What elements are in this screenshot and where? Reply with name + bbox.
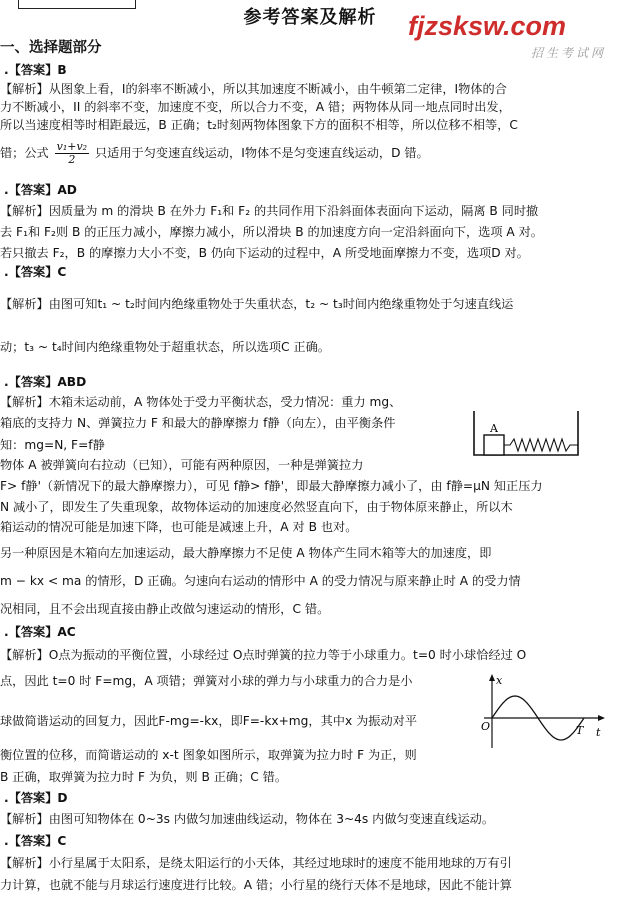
axis-label-t: t [596,726,601,739]
logo-subtext: 招生考试网 [530,46,606,60]
q4-line: 另一种原因是木箱向左加速运动，最大静摩擦力不足使 A 物体产生同木箱等大的加速度，即 [0,546,492,560]
q7-line: 力计算，也就不能与月球运行速度进行比较。A 错；小行星的绕行天体不是地球，因此不能计算 [0,878,512,892]
q2-answer: .【答案】AD [4,183,77,197]
q4-line: 况相同，且不会出现直接由静止改做匀速运动的情形，C 错。 [0,602,330,616]
q1-formula-line [0,141,614,166]
q4-line: 箱底的支持力 N、弹簧拉力 F 和最大的静摩擦力 f静（向左），由平衡条件 [0,416,396,430]
q5-line: 点，因此 t=0 时 F=mg，A 项错；弹簧对小球的弹力与小球重力的合力是小 [0,674,413,688]
q5-line: B 正确，取弹簧为拉力时 F 为负，则 B 正确；C 错。 [0,770,288,784]
q3-line: 动；t₃ ~ t₄时间内绝缘重物处于超重状态，所以选项C 正确。 [0,340,330,354]
spring [504,439,578,451]
q3-line: 【解析】由图可知t₁ ~ t₂时间内绝缘重物处于失重状态，t₂ ~ t₃时间内绝缘重物处于匀速直线运 [0,297,514,311]
period-label: T [576,724,584,737]
q5-line: 衡位置的位移，而简谐运动的 x-t 图象如图所示，取弹簧为拉力时 F 为正，则 [0,748,417,762]
q6-answer: .【答案】D [4,791,68,805]
q1-line: 【解析】从图象上看，I的斜率不断减小，所以其加速度不断减小，由牛顿第二定律，I物体的合 [0,82,507,96]
q7-answer: .【答案】C [4,834,67,848]
q4-line: 【解析】木箱未运动前，A 物体处于受力平衡状态，受力情况：重力 mg、 [0,395,402,409]
xt-graph-figure [478,672,610,752]
q4-line: m − kx < ma 的情形，D 正确。匀速向右运动的情形中 A 的受力情况与原来静止时 A 的受力情 [0,574,521,588]
q1-line: 错；公式 [0,146,49,160]
formula-numerator: v₁+v₂ [56,141,88,153]
page-title: 参考答案及解析 [243,7,377,28]
block-a [484,435,504,455]
top-left-frame [18,0,136,9]
origin-label: O [481,720,491,733]
q7-line: 【解析】小行星属于太阳系，是绕太阳运行的小天体，其经过地球时的速度不能用地球的万有引 [0,856,512,870]
q1-line: 力不断减小，II 的斜率不变，加速度不变，所以合力不变，A 错；两物体从同一地点同时出发， [0,100,511,114]
q2-line: 若只撤去 F₂，B 的摩擦力大小不变，B 仍向下运动的过程中，A 所受地面摩擦力不变，选项D 对。 [0,246,529,260]
spring-box-figure [470,405,582,463]
formula-denominator: 2 [68,153,76,166]
q1-line: 所以当速度相等时相距最远，B 正确；t₂时刻两物体图象下方的面积不相等，所以位移不相等，C [0,118,518,132]
q3-answer: .【答案】C [4,265,67,279]
q5-answer: .【答案】AC [4,625,76,639]
q4-line: 知：mg=N, F=f静 [0,438,105,452]
q4-line: F> f静'（新情况下的最大静摩擦力），可见 f静> f静'，即最大静摩擦力减小了，由 f静=μN 知正压力 [0,479,543,493]
q4-line: 箱运动的情况可能是加速下降，也可能是减速上升，A 对 B 也对。 [0,520,358,534]
q2-line: 【解析】因质量为 m 的滑块 B 在外力 F₁和 F₂ 的共同作用下沿斜面体表面向下运动，隔离 B 同时撤 [0,204,539,218]
q2-line: 去 F₁和 F₂则 B 的正压力减小，摩擦力减小，所以滑块 B 的加速度方向一定沿斜面向下，选项 A 对。 [0,225,543,239]
q1-formula [55,141,89,166]
site-logo [402,11,612,60]
q5-line: 【解析】O点为振动的平衡位置，小球经过 O点时弹簧的拉力等于小球重力。t=0 时小球恰经过 O [0,648,527,662]
q4-line: 物体 A 被弹簧向右拉动（已知），可能有两种原因，一种是弹簧拉力 [0,458,364,472]
q1-answer: .【答案】B [4,63,67,77]
q1-line: 只适用于匀变速直线运动，I物体不是匀变速直线运动，D 错。 [94,146,429,160]
q5-line: 球做简谐运动的回复力，因此F-mg=-kx，即F=-kx+mg，其中x 为振动对平 [0,714,418,728]
axis-label-x: x [496,674,503,687]
block-label: A [490,422,498,435]
q6-line: 【解析】由图可知物体在 0~3s 内做匀加速曲线运动，物体在 3~4s 内做匀变速直线运动。 [0,812,495,826]
q4-line: N 减小了，即发生了失重现象，故物体运动的加速度必然竖直向下，由于物体原来静止，所以木 [0,500,513,514]
section-heading: 一、选择题部分 [0,40,102,56]
q4-answer: .【答案】ABD [4,375,87,389]
logo-text: fjzsksw.com [408,11,567,41]
